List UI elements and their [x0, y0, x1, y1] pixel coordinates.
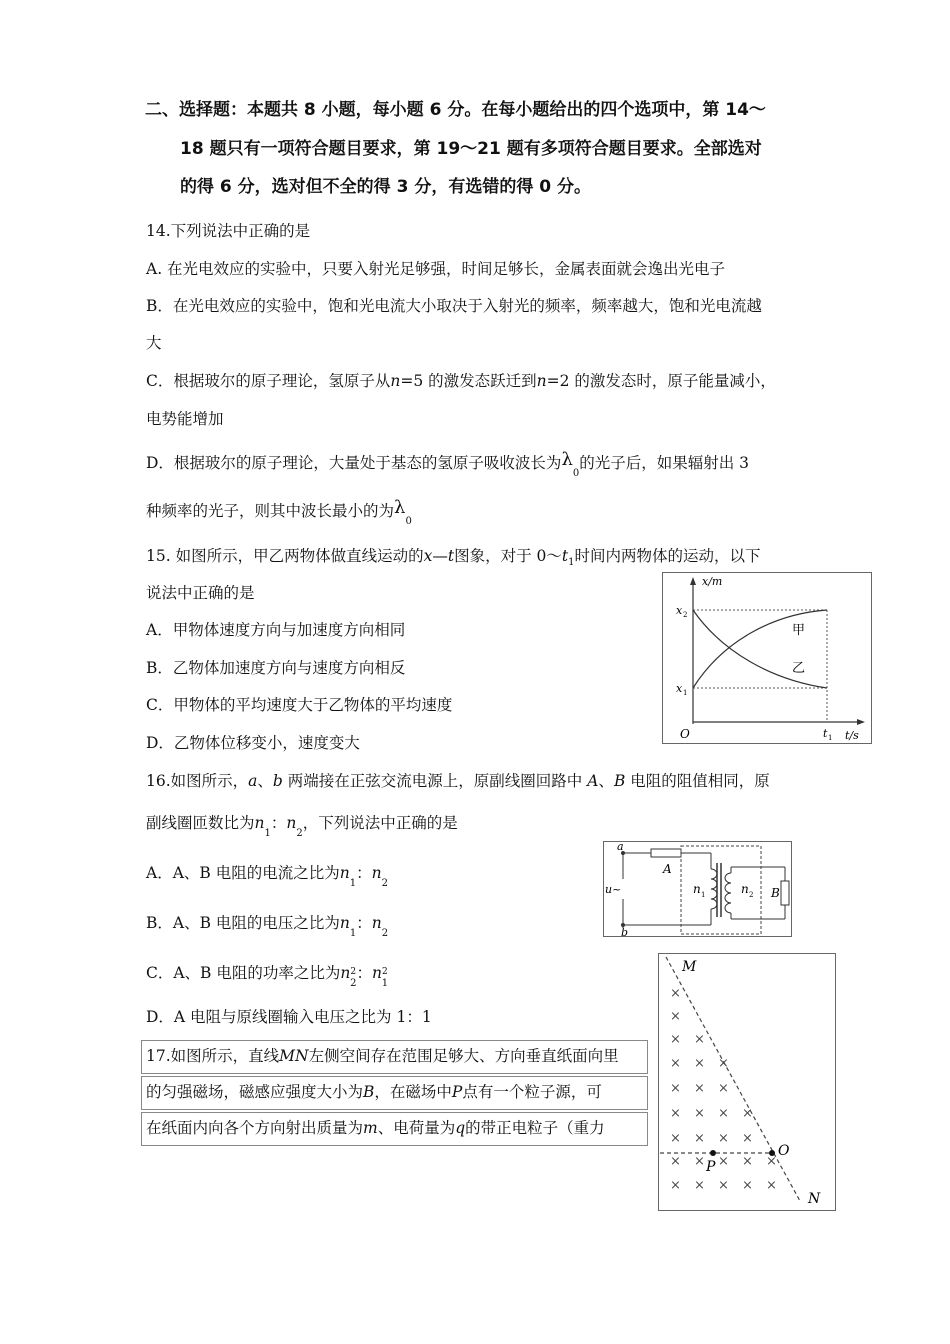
text: 左侧空间存在范围足够大、方向垂直纸面向里: [308, 1047, 619, 1065]
text: ，在磁场中: [374, 1083, 452, 1101]
var-n: n: [286, 814, 297, 832]
var-m: m: [363, 1119, 378, 1137]
field-cross: ×: [766, 1178, 777, 1193]
field-cross: ×: [670, 1178, 681, 1193]
q16-option-d: D．A 电阻与原线圈输入电压之比为 1：1: [146, 1008, 432, 1026]
field-cross: ×: [694, 1032, 705, 1047]
text: ，下列说法中正确的是: [302, 814, 458, 832]
section-heading-line2: 18 题只有一项符合题目要求，第 19～21 题有多项符合题目要求。全部选对: [180, 139, 762, 159]
text: ：: [356, 914, 372, 932]
label-n1-sub: 1: [701, 891, 706, 899]
field-cross: ×: [694, 1154, 705, 1169]
var-t1: t: [561, 547, 569, 565]
var-t: t: [447, 547, 455, 565]
field-cross: ×: [718, 1178, 729, 1193]
superscript: 2: [350, 967, 357, 977]
var-n: n: [536, 372, 547, 390]
q17-stem-line2: [146, 1081, 602, 1103]
q14-option-d-line1: [146, 449, 750, 479]
field-cross: ×: [742, 1154, 753, 1169]
field-cross: ×: [718, 1056, 729, 1071]
var-b: b: [272, 772, 283, 790]
var-n: n: [340, 964, 351, 982]
lambda-symbol: λ: [394, 497, 406, 518]
q16-stem-line2: [146, 812, 458, 837]
label-u: u~: [605, 883, 622, 896]
text: 、电荷量为: [377, 1119, 456, 1137]
var-q: q: [455, 1119, 466, 1137]
field-cross: ×: [742, 1106, 753, 1121]
q15-stem-line1: [146, 545, 761, 570]
q14-option-c-line1: [146, 370, 776, 392]
t1-subscript: 1: [828, 734, 833, 742]
subscript: 1: [264, 828, 271, 839]
field-cross: ×: [694, 1081, 705, 1096]
text: —: [432, 547, 448, 565]
field-cross: ×: [694, 1178, 705, 1193]
label-B: B: [771, 886, 780, 900]
field-cross: ×: [694, 1106, 705, 1121]
q15-option-a: A．甲物体速度方向与加速度方向相同: [146, 621, 406, 639]
x-t-graph: [662, 572, 872, 744]
q14-option-a: A. 在光电效应的实验中，只要入射光足够强，时间足够长，金属表面就会逸出光电子: [146, 260, 726, 278]
x2-subscript: 2: [683, 611, 688, 619]
text: B．A、B 电阻的电压之比为: [146, 914, 340, 932]
label-n1: n: [693, 882, 701, 896]
label-A: A: [663, 862, 672, 876]
label-M: M: [682, 959, 697, 975]
y-axis-label: x/m: [702, 575, 723, 588]
field-cross: ×: [670, 1154, 681, 1169]
text: A．A、B 电阻的电流之比为: [146, 864, 340, 882]
q15-option-b: B．乙物体加速度方向与速度方向相反: [146, 659, 406, 677]
text: 种频率的光子，则其中波长最小的为: [146, 502, 395, 520]
q14-option-d-line2: [146, 497, 412, 527]
var-A: A: [587, 772, 599, 790]
label-a: a: [617, 841, 624, 853]
text: C．根据玻尔的原子理论，氢原子从: [146, 372, 391, 390]
lambda-subscript: 0: [405, 516, 412, 527]
label-yi: 乙: [792, 661, 806, 676]
field-cross: ×: [670, 1106, 681, 1121]
text: 时间内两物体的运动，以下: [574, 547, 761, 565]
label-n2: n: [741, 882, 749, 896]
point-p: [710, 1150, 716, 1156]
field-cross: ×: [670, 1131, 681, 1146]
field-cross: ×: [670, 986, 681, 1001]
x2-label: x: [676, 604, 683, 617]
var-B: B: [613, 772, 626, 790]
text: 16.如图所示，: [146, 772, 249, 790]
text: 电阻的阻值相同，原: [625, 772, 770, 790]
text: ：: [270, 814, 287, 832]
var-n: n: [371, 964, 382, 982]
subscript: 1: [381, 978, 389, 989]
q15-stem-line2: 说法中正确的是: [146, 584, 255, 602]
text: 、: [257, 772, 273, 790]
text: 图象，对于 0～: [454, 547, 562, 565]
text: 两端接在正弦交流电源上，原副线圈回路中: [282, 772, 588, 790]
label-P: P: [706, 1159, 716, 1175]
q16-option-a: [146, 862, 388, 887]
subscript: 1: [349, 928, 357, 939]
var-P: P: [451, 1083, 463, 1101]
field-cross: ×: [742, 1178, 753, 1193]
field-cross: ×: [718, 1131, 729, 1146]
section-heading-line1: 二、选择题：本题共 8 小题，每小题 6 分。在每小题给出的四个选项中，第 14～: [145, 100, 766, 120]
subscript: 2: [296, 828, 303, 839]
subscript: 2: [381, 878, 388, 889]
resistor-b: [781, 881, 789, 905]
var-n: n: [371, 864, 382, 882]
var-n: n: [254, 814, 265, 832]
subscript: 2: [381, 928, 389, 939]
q15-option-d: D．乙物体位移变小，速度变大: [146, 734, 360, 752]
var-B: B: [363, 1083, 375, 1101]
superscript: 2: [381, 967, 388, 977]
field-cross: ×: [670, 1009, 681, 1024]
figure-frame: [659, 954, 836, 1211]
subscript: 2: [350, 978, 357, 989]
q17-stem-line3: [146, 1117, 605, 1139]
var-n: n: [371, 914, 382, 932]
q15-option-c: C．甲物体的平均速度大于乙物体的平均速度: [146, 696, 453, 714]
t1-label: t: [823, 727, 828, 740]
label-b: b: [621, 926, 629, 937]
text: 15. 如图所示，甲乙两物体做直线运动的: [146, 547, 424, 565]
field-cross: ×: [670, 1081, 681, 1096]
text: 副线圈匝数比为: [146, 814, 255, 832]
field-cross: ×: [670, 1056, 681, 1071]
field-cross: ×: [694, 1056, 705, 1071]
transformer-circuit: [603, 841, 792, 937]
q14-option-b-line2: 大: [146, 334, 162, 352]
x-axis-label: t/s: [845, 729, 859, 742]
label-jia: 甲: [792, 623, 806, 638]
origin-label: O: [680, 727, 690, 741]
var-n: n: [390, 372, 401, 390]
q16-option-c: [146, 962, 388, 987]
text: =5 的激发态跃迁到: [400, 372, 537, 390]
field-cross: ×: [718, 1154, 729, 1169]
text: 的带正电粒子（重力: [465, 1119, 605, 1137]
subscript: 1: [349, 878, 357, 889]
field-cross: ×: [742, 1131, 753, 1146]
lambda-symbol: λ: [561, 449, 573, 470]
text: 的匀强磁场，磁感应强度大小为: [146, 1083, 364, 1101]
text: 的光子后，如果辐射出 3: [579, 454, 750, 472]
q16-stem-line1: [146, 770, 770, 792]
subscript: 1: [568, 557, 575, 568]
var-n: n: [339, 914, 350, 932]
field-cross: ×: [718, 1081, 729, 1096]
q17-stem-line1: [146, 1045, 619, 1067]
text: 17.如图所示，直线: [146, 1047, 280, 1065]
q16-option-b: [146, 912, 388, 937]
q14-option-c-line2: 电势能增加: [146, 410, 224, 428]
text: 、: [598, 772, 614, 790]
var-n: n: [339, 864, 350, 882]
text: ：: [356, 964, 372, 982]
resistor-a: [651, 849, 681, 857]
graph-frame: [663, 573, 872, 744]
label-O: O: [778, 1143, 790, 1159]
section-heading-line3: 的得 6 分，选对但不全的得 3 分，有选错的得 0 分。: [180, 177, 591, 197]
field-cross: ×: [766, 1154, 777, 1169]
text: 在纸面内向各个方向射出质量为: [146, 1119, 364, 1137]
magnetic-field-figure: [658, 953, 836, 1211]
text: C．A、B 电阻的功率之比为: [146, 964, 341, 982]
text: D．根据玻尔的原子理论，大量处于基态的氢原子吸收波长为: [146, 454, 562, 472]
x1-label: x: [676, 682, 683, 695]
text: 点有一个粒子源，可: [462, 1083, 602, 1101]
var-x: x: [423, 547, 433, 565]
lambda-subscript: 0: [572, 468, 580, 479]
var-MN: MN: [279, 1047, 309, 1065]
field-cross: ×: [670, 1032, 681, 1047]
q14-stem: 14.下列说法中正确的是: [146, 222, 311, 240]
text: =2 的激发态时，原子能量减小，: [546, 372, 776, 390]
label-N: N: [808, 1191, 821, 1207]
q14-option-b-line1: B．在光电效应的实验中，饱和光电流大小取决于入射光的频率，频率越大，饱和光电流越: [146, 297, 762, 315]
field-cross: ×: [694, 1131, 705, 1146]
var-a: a: [248, 772, 258, 790]
field-cross: ×: [718, 1106, 729, 1121]
text: ：: [356, 864, 372, 882]
label-n2-sub: 2: [749, 891, 754, 899]
x1-subscript: 1: [683, 689, 688, 697]
